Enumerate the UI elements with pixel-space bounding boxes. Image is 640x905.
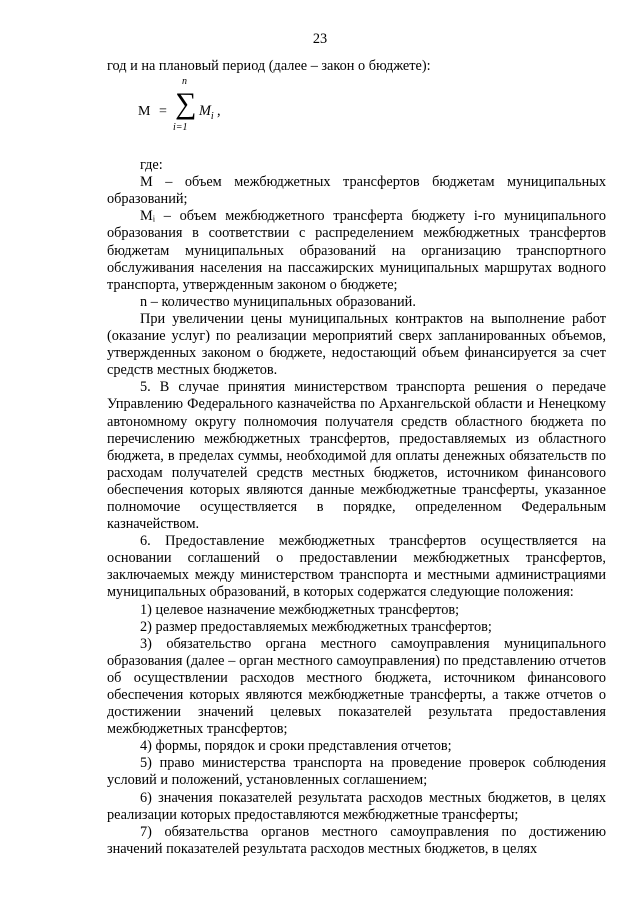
list-item: 3) обязательство органа местного самоуправления муниципального образования (далее – орган местного самоуправления) по представлению отчетов об осуществлении расходов местного бюджета, источником финансового обеспечения которых являются межбюджетные трансферты, а также отчетов о достижении значений целевых показателей результата предоставления межбюджетных трансфертов; — [107, 635, 606, 738]
list-item: 7) обязательства органов местного самоуправления по достижению значений показателей результата расходов местных бюджетов, в целях — [107, 823, 606, 857]
document-body — [107, 58, 606, 858]
formula-term-subscript: i — [210, 110, 214, 122]
list-item: 5) право министерства транспорта на проведение проверок соблюдения условий и положений, установленных соглашением; — [107, 755, 606, 789]
page-number: 23 — [312, 31, 328, 47]
definition-n: n – количество муниципальных образований. — [140, 293, 416, 310]
formula-equals: = — [159, 104, 167, 120]
formula-term — [199, 103, 214, 125]
formula-upper-limit: n — [182, 76, 187, 88]
list-item: 1) целевое назначение межбюджетных трансфертов; — [140, 601, 460, 618]
list-item: 4) формы, порядок и сроки представления отчетов; — [140, 738, 452, 755]
definition-Mi: Mᵢ – объем межбюджетного трансферта бюджету i-го муниципального образования в соответствии с распределением межбюджетных трансфертов бюджетам муниципальных образований на организацию транспортного обслуживания населения на пассажирских муниципальных маршрутах водного транспорта, утвержденным законом о бюджете; — [107, 208, 606, 293]
paragraph-continuation: год и на плановый период (далее – закон о бюджете): — [107, 58, 431, 74]
paragraph-price-increase: При увеличении цены муниципальных контрактов на выполнение работ (оказание услуг) по реализации мероприятий сверх запланированных объемов, утвержденных законом о бюджете, недостающий объем финансируется за счет средств местных бюджетов. — [107, 310, 606, 379]
sum-symbol: ∑ — [175, 87, 197, 121]
formula-comma: , — [217, 103, 221, 120]
paragraph-5: 5. В случае принятия министерством транспорта решения о передаче Управлению Федерального казначейства по Архангельской области и Ненецкому автономному округу полномочия получателя средств областного бюджета по перечислению межбюджетных трансфертов, предоставляемых из областного бюджета, в пределах суммы, необходимой для оплаты денежных обязательств по расходам получателей средств местных бюджетов, источником финансового обеспечения которых являются данные межбюджетные трансферты, указанное полномочие осуществляется в порядке, определенном Федеральным казначейством. — [107, 379, 606, 533]
definition-M: М – объем межбюджетных трансфертов бюджетам муниципальных образований; — [107, 174, 606, 208]
paragraph-6: 6. Предоставление межбюджетных трансфертов осуществляется на основании соглашений о предоставлении межбюджетных трансфертов, заключаемых между министерством транспорта и местными администрациями муниципальных образований, в которых содержатся следующие положения: — [107, 533, 606, 601]
where-label: где: — [140, 157, 163, 174]
formula-term-base: M — [199, 103, 211, 120]
formula-lhs: M — [138, 104, 151, 120]
sum-formula — [107, 75, 606, 157]
list-item: 2) размер предоставляемых межбюджетных трансфертов; — [140, 618, 492, 635]
formula-lower-limit: i=1 — [173, 122, 188, 134]
list-item: 6) значения показателей результата расходов местных бюджетов, в целях реализации которых предоставляются межбюджетные трансферты; — [107, 789, 606, 823]
